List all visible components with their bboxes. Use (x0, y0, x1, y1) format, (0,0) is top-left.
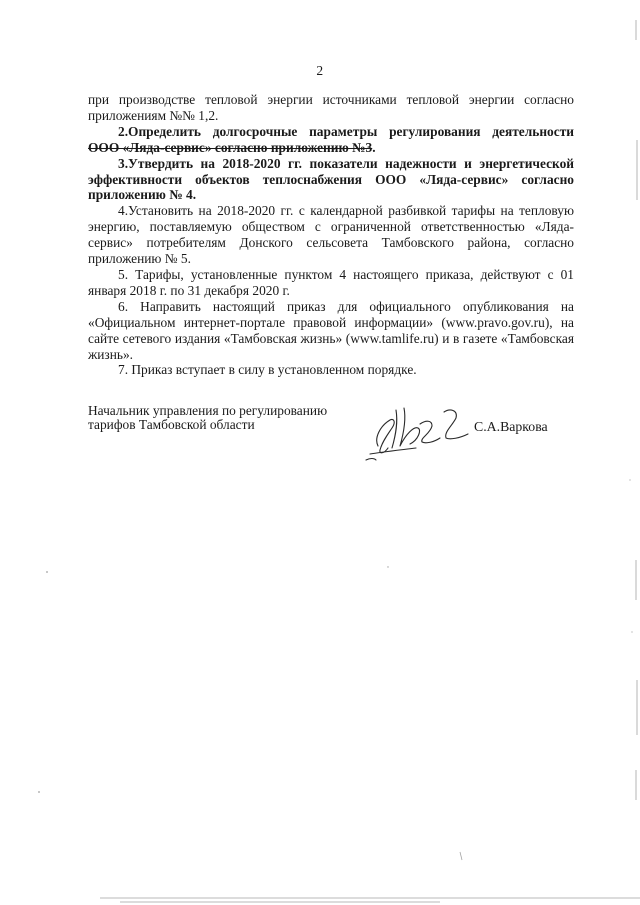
paragraph-1: при производстве тепловой энергии источниками тепловой энергии согласно приложениям №№ 1,2. (88, 92, 574, 123)
document-body (88, 92, 574, 378)
paragraph-7: 7. Приказ вступает в силу в установленном порядке. (118, 362, 417, 378)
signatory-title (88, 404, 327, 432)
paragraph-6: 6. Направить настоящий приказ для официального опубликования на «Официальном интернет-портале правовой информации» (www.pravo.gov.ru), на сайте сетевого издания «Тамбовская жизнь» (www.tamlife.ru) и в газете «Тамбовская жизнь». (88, 298, 574, 362)
paragraph-3: 3.Утвердить на 2018-2020 гг. показатели надежности и энергетической эффективности объектов теплоснабжения ООО «Ляда-сервис» согласно приложению № 4. (88, 155, 574, 203)
handwritten-signature (360, 398, 480, 468)
paragraph-5: 5. Тарифы, установленные пунктом 4 настоящего приказа, действуют с 01 января 2018 г. по 31 декабря 2020 г. (88, 266, 574, 298)
signatory-name: С.А.Варкова (474, 419, 548, 434)
signatory-title-line-2: тарифов Тамбовской области (88, 417, 255, 432)
paragraph-2 (88, 124, 574, 156)
page-number: 2 (316, 63, 324, 78)
signatory-title-line-1: Начальник управления по регулированию (88, 403, 328, 418)
paragraph-2-struck-text: ООО «Ляда-сервис» согласно приложению №3 (88, 139, 373, 155)
paragraph-2-suffix: . (372, 139, 376, 155)
paragraph-2-prefix: 2.Определить долгосрочные параметры регулирования деятельности (118, 123, 574, 139)
paragraph-4: 4.Установить на 2018-2020 гг. с календарной разбивкой тарифы на тепловую энергию, поставляемую обществом с ограниченной ответственностью «Ляда-сервис» потребителям Донского сельсовета Тамбовского района, согласно приложению № 5. (88, 203, 574, 267)
